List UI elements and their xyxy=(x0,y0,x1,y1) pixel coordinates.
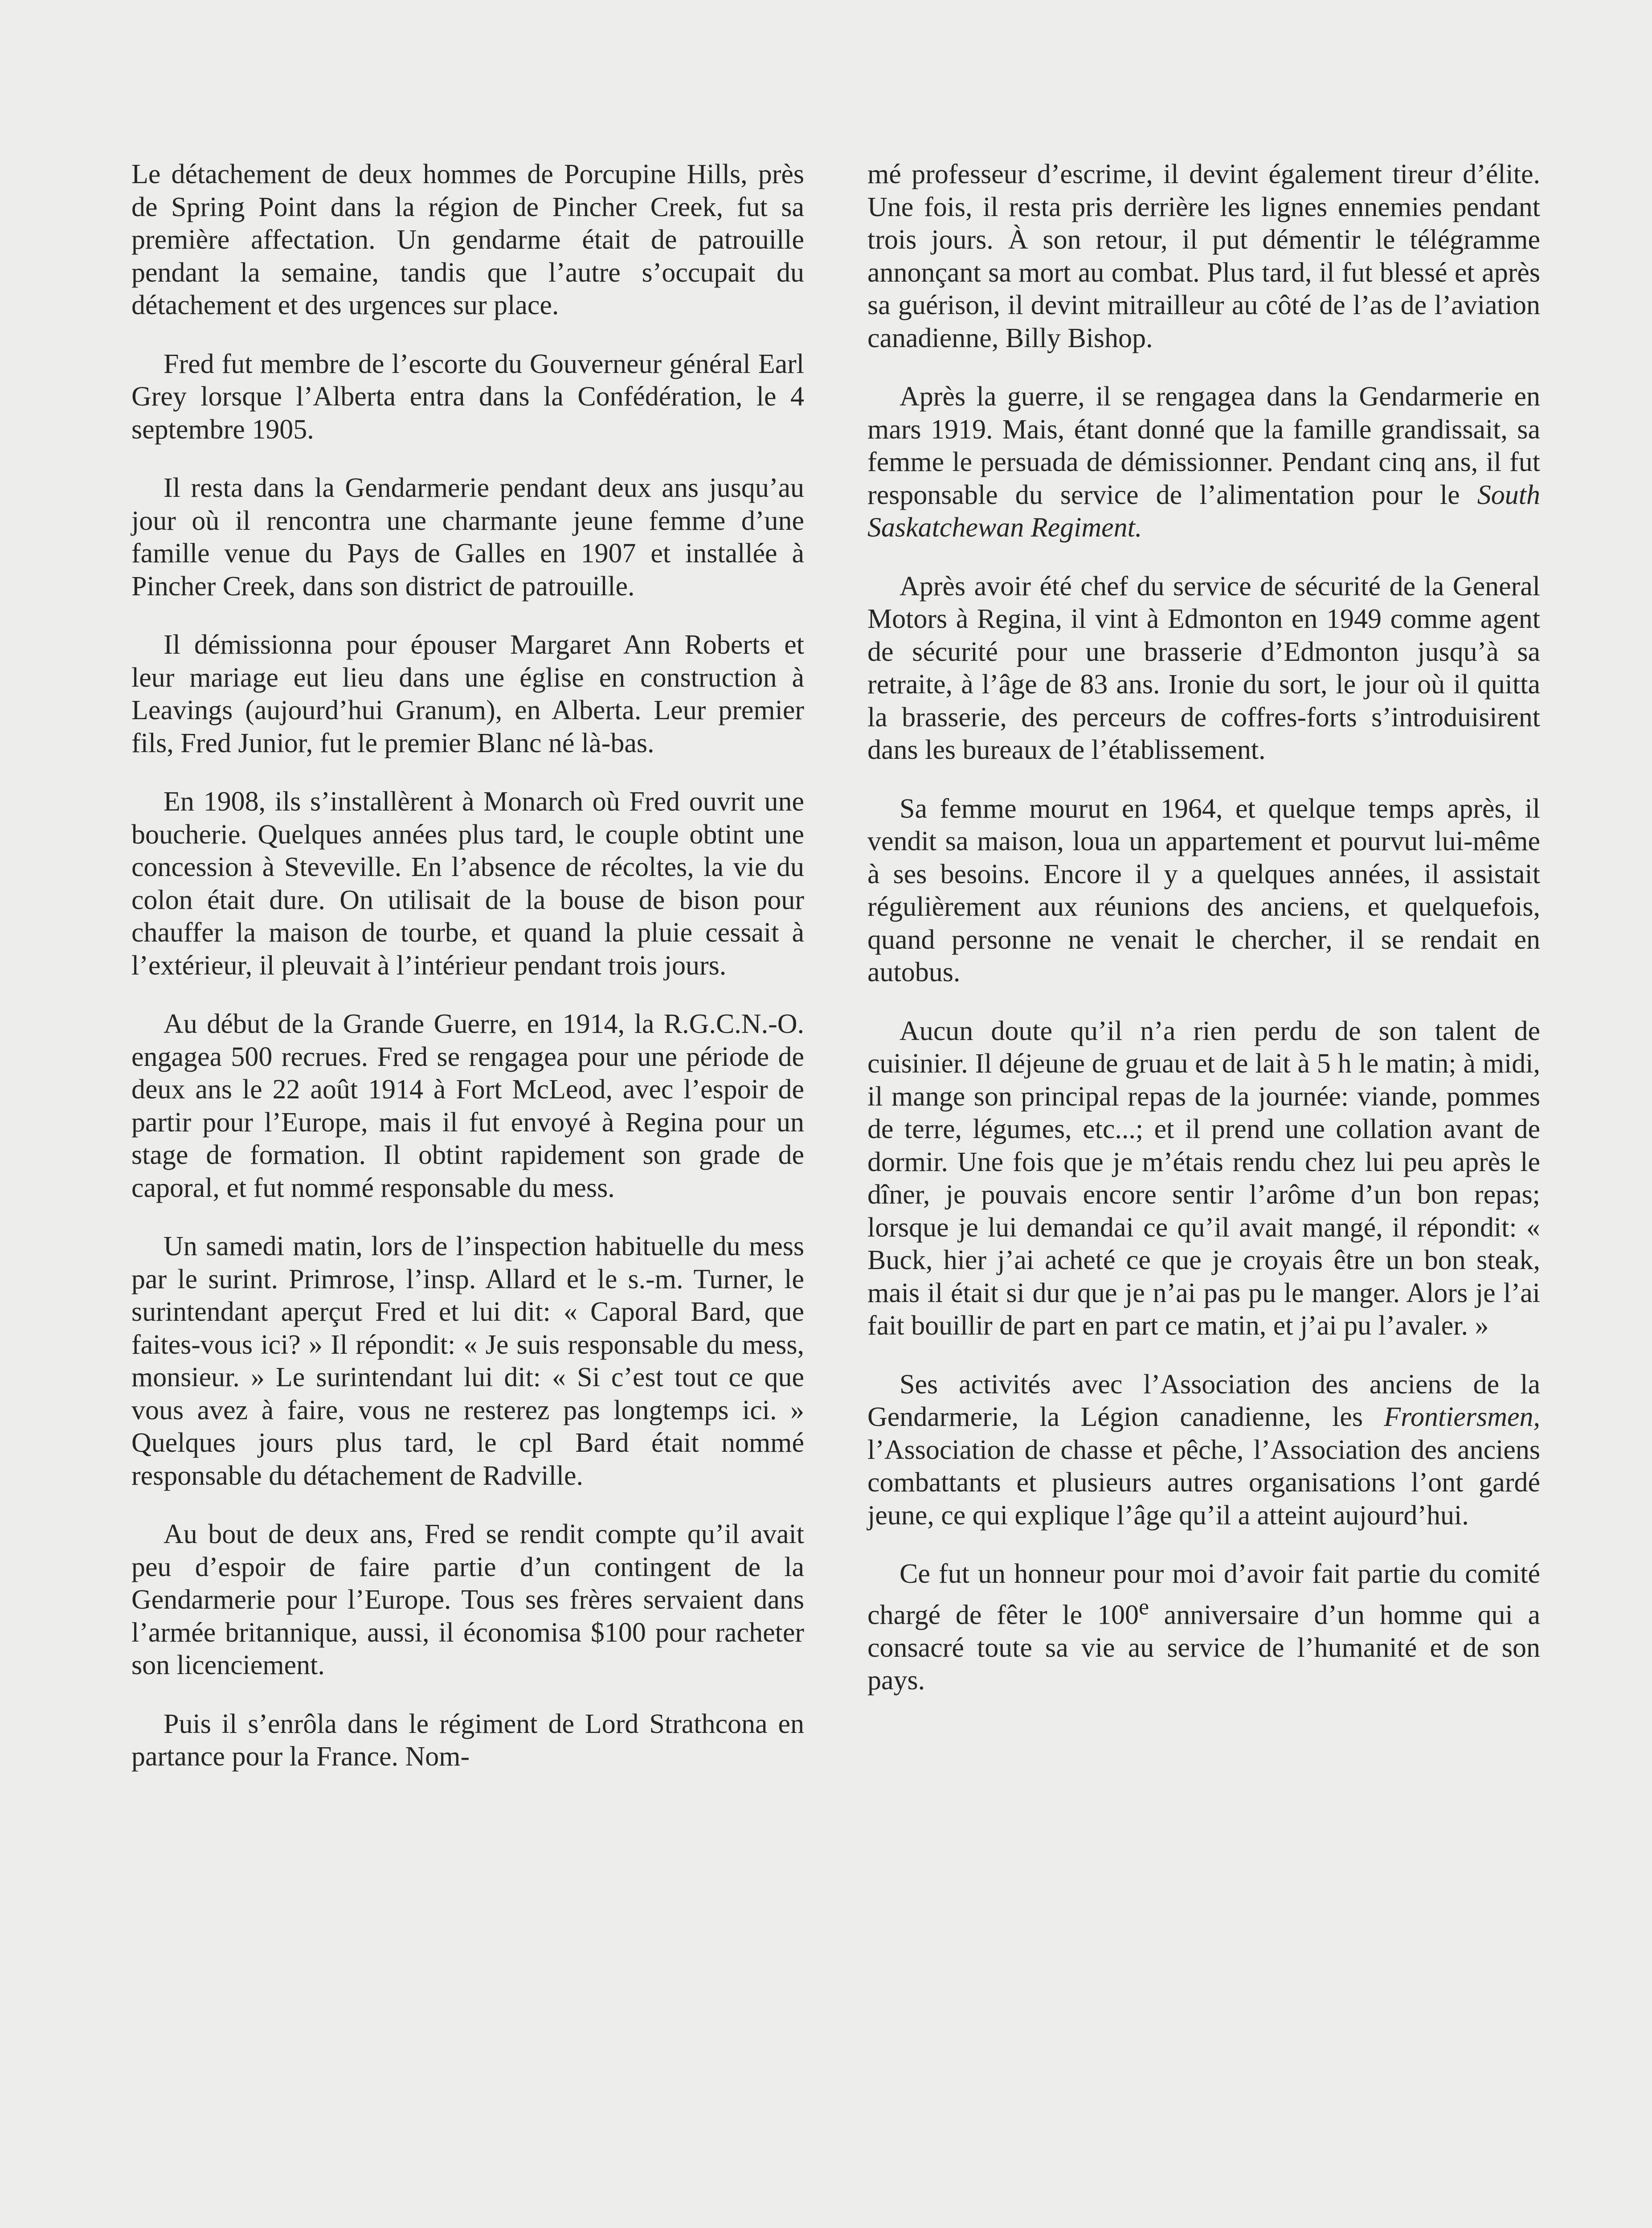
paragraph: Sa femme mourut en 1964, et quelque temps après, il vendit sa maison, loua un appartement et pourvut lui-même à ses besoins. Encore il y a quelques années, il assistait régulièrement aux réunions des anciens, et quelquefois, quand personne ne venait le chercher, il se rendait en autobus. xyxy=(867,793,1540,987)
paragraph: Il démissionna pour épouser Margaret Ann Roberts et leur mariage eut lieu dans une église en construction à Leavings (aujourd’hui Granum), en Alberta. Leur premier fils, Fred Junior, fut le premier Blanc né là-bas. xyxy=(131,630,804,758)
paragraph: Un samedi matin, lors de l’inspection habituelle du mess par le surint. Primrose, l’insp. Allard et le s.-m. Turner, le surintendant aperçut Fred et lui dit: « Caporal Bard, que faites-vous ici? » Il répondit: « Je suis responsable du mess, monsieur. » Le surintendant lui dit: « Si c’est tout ce que vous avez à faire, vous ne resterez pas longtemps ici. » Quelques jours plus tard, le cpl Bard était nommé responsable du détachement de Radville. xyxy=(131,1231,804,1491)
paragraph: mé professeur d’escrime, il devint également tireur d’élite. Une fois, il resta pris derrière les lignes ennemies pendant trois jours. À son retour, il put démentir le télégramme annonçant sa mort au combat. Plus tard, il fut blessé et après sa guérison, il devint mitrailleur au côté de l’as de l’aviation canadienne, Billy Bishop. xyxy=(867,159,1540,353)
paragraph xyxy=(867,1368,1540,1532)
paragraph xyxy=(867,381,1540,545)
paragraph: Puis il s’enrôla dans le régiment de Lord Strathcona en partance pour la France. Nom- xyxy=(131,1708,804,1772)
paragraph-text: l’Association de chasse et pêche, l’Association des anciens combattants et plusieurs autres organisations l’ont gardé jeune, ce qui explique l’âge qu’il a atteint aujourd’hui. xyxy=(867,1434,1540,1531)
right-column xyxy=(867,158,1540,1723)
ordinal-superscript: e xyxy=(1138,1594,1149,1620)
paragraph: Après avoir été chef du service de sécurité de la General Motors à Regina, il vint à Edmonton en 1949 comme agent de sécurité pour une brasserie d’Edmonton jusqu’à sa retraite, à l’âge de 83 ans. Ironie du sort, le jour où il quitta la brasserie, des perceurs de coffres-forts s’introduisirent dans les bureaux de l’établissement. xyxy=(867,571,1540,765)
paragraph-text: Ses activités avec l’Association des anciens de la Gendarmerie, la Légion canadienne, les xyxy=(867,1369,1540,1432)
paragraph-text: Après la guerre, il se rengagea dans la Gendarmerie en mars 1919. Mais, étant donné que la famille grandissait, sa femme le persuada de démissionner. Pendant cinq ans, il fut responsable du service de l’alimentation pour le xyxy=(867,381,1540,510)
paragraph: Le détachement de deux hommes de Porcupine Hills, près de Spring Point dans la région de Pincher Creek, fut sa première affectation. Un gendarme était de patrouille pendant la semaine, tandis que l’autre s’occupait du détachement et des urgences sur place. xyxy=(131,159,804,320)
paragraph-text: Ce fut un honneur pour moi d’avoir fait partie du comité chargé de fêter le 100 xyxy=(867,1559,1540,1630)
organization-name: Frontiersmen, xyxy=(1384,1402,1540,1432)
paragraph: Aucun doute qu’il n’a rien perdu de son talent de cuisinier. Il déjeune de gruau et de lait à 5 h le matin; à midi, il mange son principal repas de la journée: viande, pommes de terre, légumes, etc...; et il prend une collation avant de dormir. Une fois que je m’étais rendu chez lui peu après le dîner, je pouvais encore sentir l’arôme d’un bon repas; lorsque je lui demandai ce qu’il avait mangé, il répondit: « Buck, hier j’ai acheté ce que je croyais être un bon steak, mais il était si dur que je n’ai pas pu le manger. Alors je l’ai fait bouillir de part en part ce matin, et j’ai pu l’avaler. » xyxy=(867,1016,1540,1341)
regiment-name: South Saskatchewan Regiment. xyxy=(867,479,1540,543)
paragraph-text: anniversaire d’un homme qui a consacré toute sa vie au service de l’humanité et de son pays. xyxy=(867,1600,1541,1696)
paragraph: Il resta dans la Gendarmerie pendant deux ans jusqu’au jour où il rencontra une charmante jeune femme d’une famille venue du Pays de Galles en 1907 et installée à Pincher Creek, dans son district de patrouille. xyxy=(131,473,804,602)
paragraph: En 1908, ils s’installèrent à Monarch où Fred ouvrit une boucherie. Quelques années plus tard, le couple obtint une concession à Steveville. En l’absence de récoltes, la vie du colon était dure. On utilisait de la bouse de bison pour chauffer la maison de tourbe, et quand la pluie cessait à l’extérieur, il pleuvait à l’intérieur pendant trois jours. xyxy=(131,786,804,981)
paragraph: Fred fut membre de l’escorte du Gouverneur général Earl Grey lorsque l’Alberta entra dans la Confédération, le 4 septembre 1905. xyxy=(131,348,804,445)
paragraph: Au bout de deux ans, Fred se rendit compte qu’il avait peu d’espoir de faire partie d’un contingent de la Gendarmerie pour l’Europe. Tous ses frères servaient dans l’armée britannique, aussi, il économisa $100 pour racheter son licenciement. xyxy=(131,1519,804,1680)
paragraph xyxy=(867,1558,1540,1697)
paragraph: Au début de la Grande Guerre, en 1914, la R.G.C.N.-O. engagea 500 recrues. Fred se rengagea pour une période de deux ans le 22 août 1914 à Fort McLeod, avec l’espoir de partir pour l’Europe, mais il fut envoyé à Regina pour un stage de formation. Il obtint rapidement son grade de caporal, et fut nommé responsable du mess. xyxy=(131,1009,804,1203)
left-column xyxy=(131,158,804,1799)
